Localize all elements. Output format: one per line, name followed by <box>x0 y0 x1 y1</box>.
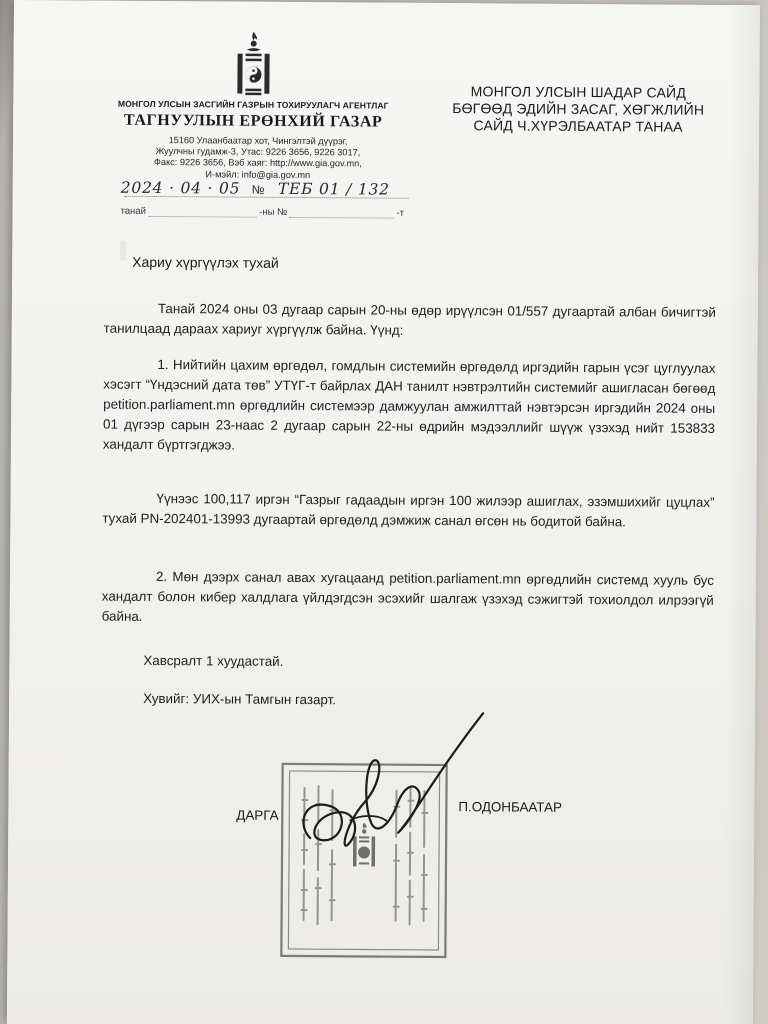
recipient-line: БӨГӨӨД ЭДИЙН ЗАСАГ, ХӨГЖЛИЙН <box>452 100 705 118</box>
reply-reference-row <box>120 206 420 219</box>
body-point-1: 1. Нийтийн цахим өргөдөл, гомдлын системийн өргөдөлд иргэдийн гарын үсэг цуглуулах хэсэгт “Үндэсний дата төв” УТҮГ-т байрлах ДАН танилт нэвтрэлтийн системийг ашигласан бөгөөд petition.parliament.mn өргөдлийн системээр дамжуулан амжилттай нэвтэрсэн иргэдийн 2024 оны 01 дүгээр сарын 23-наас 2 дугаар сарын 22-ны өдрийн мэдээллийг шүүж үзэхэд нийт 153833 хандалт бүртгэгджээ. <box>102 357 716 453</box>
reply-suffix: -т <box>396 207 405 219</box>
address-line: И-мэйл: info@gia.gov.mn <box>205 168 311 180</box>
agency-header <box>83 98 423 131</box>
agency-parent-name: МОНГОЛ УЛСЫН ЗАСГИЙН ГАЗРЫН ТОХИРУУЛАГЧ АГЕНТЛАГ <box>117 98 389 111</box>
address-line: Факс: 9226 3656, Вэб хаяг: http://www.gia.gov.mn, <box>153 157 362 169</box>
agency-address <box>93 135 423 182</box>
address-line: 15160 Улаанбаатар хот, Чингэлтэй дүүрэг, <box>168 135 348 147</box>
body-point-1-result: Үүнээс 100,117 иргэн “Газрыг гадаадын иргэн 100 жилээр ашиглах, эзэмшихийг цуцлах” тухай PN-202401-13993 дугаартай өргөдөлд дэмжиж санал өгсөн нь бодитой байна. <box>102 491 715 530</box>
attachment-note: Хавсралт 1 хуудастай. <box>143 652 284 669</box>
recipient-line: МОНГОЛ УЛСЫН ШАДАР САЙД <box>470 83 687 101</box>
body-intro: Танай 2024 оны 03 дугаар сарын 20-ны өдөр ирүүлсэн 01/557 дугаартай албан бичигтэй танилцаад дараах хариуг хүргүүлж байна. Үүнд: <box>103 301 716 338</box>
reference-date-row <box>121 179 421 205</box>
scan-mark <box>120 241 126 261</box>
handwritten-date: 2024 · 04 · 05 <box>120 178 241 198</box>
signatory-name: П.ОДОНБААТАР <box>458 799 562 815</box>
signatory-title: ДАРГА <box>236 807 279 823</box>
copy-note: Хувийг: УИХ-ын Тамгын газарт. <box>143 690 337 708</box>
reply-mid: -ны № <box>259 206 288 218</box>
agency-name: ТАГНУУЛЫН ЕРӨНХИЙ ГАЗАР <box>123 111 383 131</box>
soyombo-emblem-icon <box>231 32 275 98</box>
letter-subject: Хариу хүргүүлэх тухай <box>132 253 279 271</box>
document-page <box>7 0 760 1024</box>
address-line: Жуулчны гудамж-3, Утас: 9226 3656, 9226 3017, <box>155 146 361 158</box>
body-point-2: 2. Мөн дээрх санал авах хугацаанд petition.parliament.mn өргөдлийн системд хууль бус хандалт болон кибер халдлага үйлдэгдсэн эсэхийг шалгаж үзэхэд сэжигтэй тохиолдол илрээгүй байна. <box>101 569 715 624</box>
handwritten-number: ТЕБ 01 / 132 <box>277 179 390 199</box>
number-label: № <box>251 182 265 197</box>
reply-prefix: танай <box>120 205 146 217</box>
recipient-line: САЙД Ч.ХҮРЭЛБААТАР ТАНАА <box>473 117 683 135</box>
reply-number-blank <box>290 217 394 219</box>
paper-fold-shadow <box>723 5 760 1024</box>
recipient-block <box>443 83 713 136</box>
reply-date-blank <box>149 216 257 218</box>
handwritten-signature <box>286 702 497 873</box>
